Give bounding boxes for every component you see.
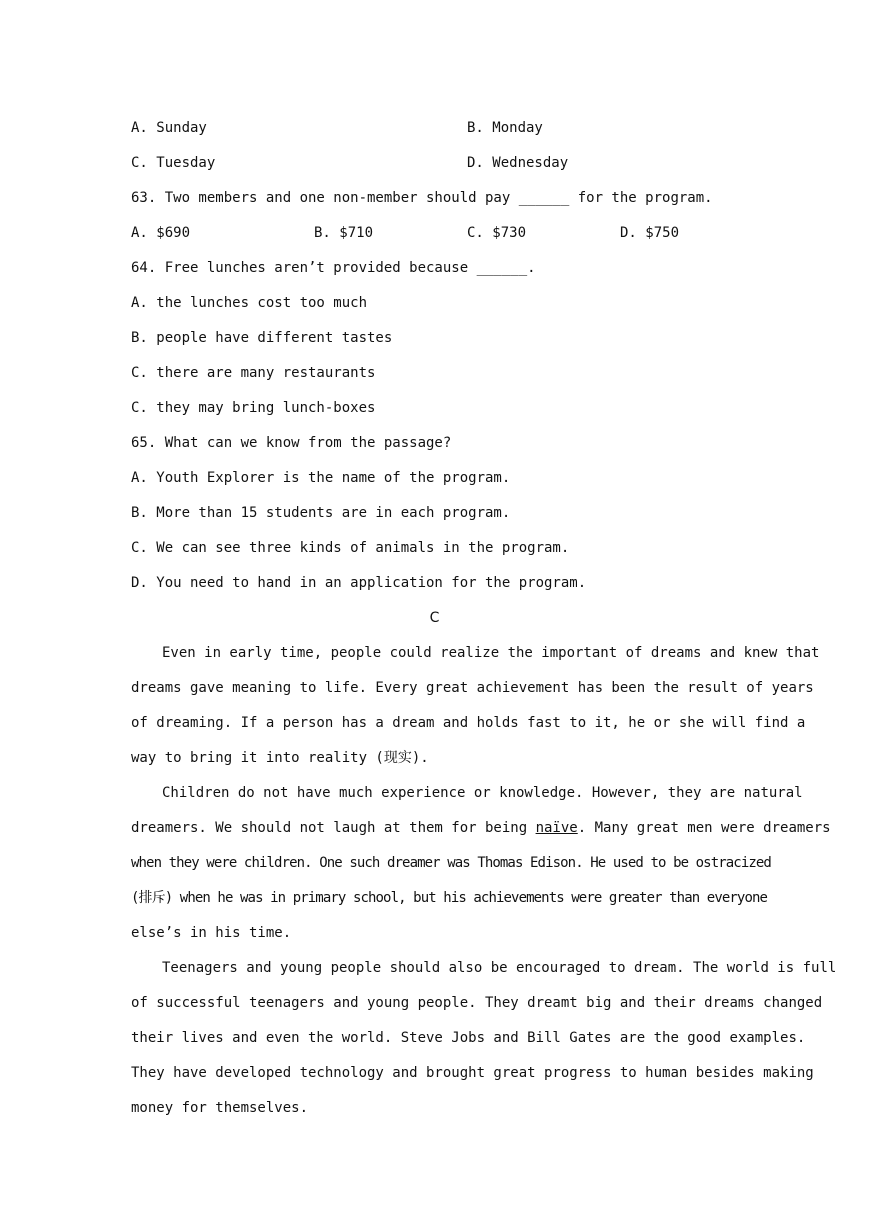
paragraph-2-line-2 bbox=[131, 819, 831, 837]
q63-option-d: D. $750 bbox=[620, 225, 680, 241]
paragraph-3-line-2: of successful teenagers and young people. They dreamt big and their dreams changed bbox=[131, 995, 823, 1011]
paragraph-2-line-2-end: . Many great men were dreamers bbox=[577, 820, 831, 836]
q64-stem: 64. Free lunches aren’t provided because ______. bbox=[131, 260, 536, 276]
paragraph-1-line-1: Even in early time, people could realize the important of dreams and knew that bbox=[162, 645, 820, 661]
q65-option-d: D. You need to hand in an application for the program. bbox=[131, 575, 587, 591]
section-heading: C bbox=[429, 610, 440, 626]
q62-option-a: A. Sunday bbox=[131, 120, 207, 136]
paragraph-2-line-3: when they were children. One such dreamer was Thomas Edison. He used to be ostracized bbox=[131, 855, 771, 871]
q65-option-a: A. Youth Explorer is the name of the program. bbox=[131, 470, 511, 486]
q65-option-b: B. More than 15 students are in each program. bbox=[131, 505, 511, 521]
paragraph-2-line-4: (排斥) when he was in primary school, but his achievements were greater than everyone bbox=[131, 890, 768, 906]
paragraph-1-line-3: of dreaming. If a person has a dream and holds fast to it, he or she will find a bbox=[131, 715, 806, 731]
paragraph-3-line-5: money for themselves. bbox=[131, 1100, 309, 1116]
paragraph-3-line-3: their lives and even the world. Steve Jobs and Bill Gates are the good examples. bbox=[131, 1030, 806, 1046]
paragraph-2-line-2-start: dreamers. We should not laugh at them for being bbox=[131, 820, 536, 836]
paragraph-2-line-1: Children do not have much experience or knowledge. However, they are natural bbox=[162, 785, 803, 801]
q63-option-c: C. $730 bbox=[467, 225, 527, 241]
q63-option-a: A. $690 bbox=[131, 225, 191, 241]
q63-option-b: B. $710 bbox=[314, 225, 374, 241]
q64-option-a: A. the lunches cost too much bbox=[131, 295, 368, 311]
q62-option-b: B. Monday bbox=[467, 120, 543, 136]
paragraph-3-line-4: They have developed technology and brought great progress to human besides making bbox=[131, 1065, 814, 1081]
q64-option-b: B. people have different tastes bbox=[131, 330, 393, 346]
paragraph-1-line-4: way to bring it into reality (现实). bbox=[131, 750, 429, 766]
q65-option-c: C. We can see three kinds of animals in the program. bbox=[131, 540, 570, 556]
paragraph-2-line-5: else’s in his time. bbox=[131, 925, 292, 941]
q64-option-d: C. they may bring lunch-boxes bbox=[131, 400, 376, 416]
q63-stem: 63. Two members and one non-member should pay ______ for the program. bbox=[131, 190, 713, 206]
q64-option-c: C. there are many restaurants bbox=[131, 365, 376, 381]
paragraph-1-line-2: dreams gave meaning to life. Every great achievement has been the result of years bbox=[131, 680, 814, 696]
underlined-word-naive: naïve bbox=[535, 820, 578, 836]
q65-stem: 65. What can we know from the passage? bbox=[131, 435, 452, 451]
q62-option-c: C. Tuesday bbox=[131, 155, 216, 171]
q62-option-d: D. Wednesday bbox=[467, 155, 569, 171]
paragraph-3-line-1: Teenagers and young people should also be encouraged to dream. The world is full bbox=[162, 960, 837, 976]
